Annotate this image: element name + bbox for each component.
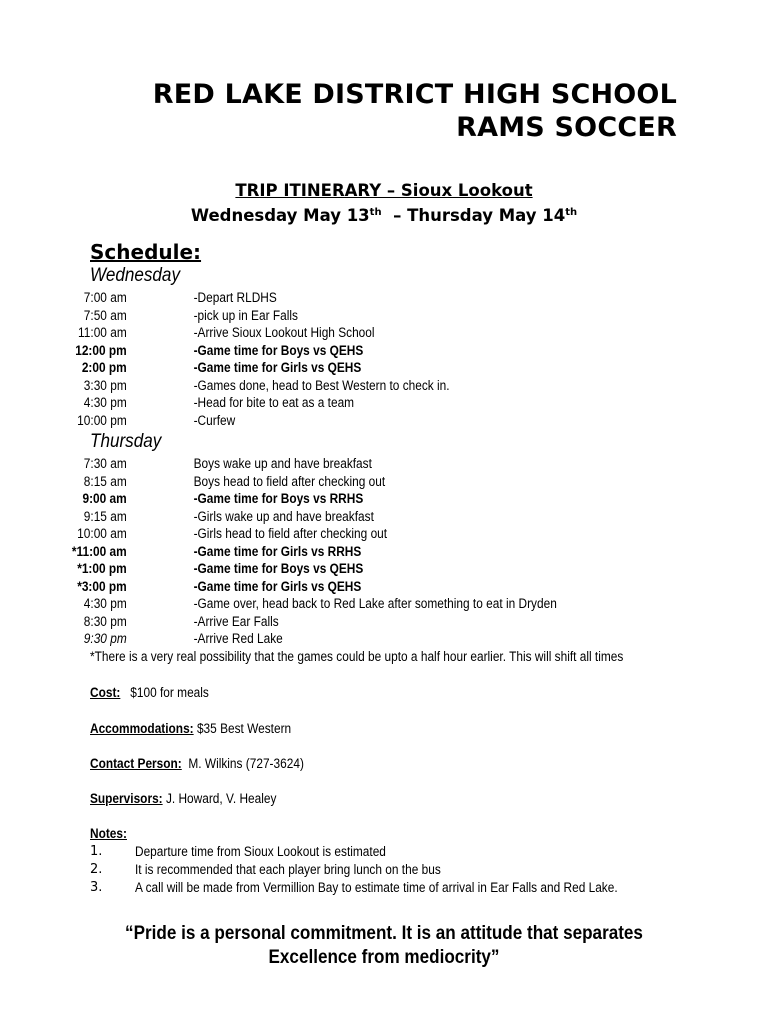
schedule-time: 2:00 pm [81,360,127,375]
accommodations-label: Accommodations: [90,721,194,736]
note-number: 2. [90,862,103,877]
schedule-time: 7:30 am [83,456,127,471]
wednesday-schedule [0,289,768,429]
schedule-row [0,473,676,491]
schedule-time: *1:00 pm [77,561,127,576]
trip-date-end-sup: th [565,207,578,218]
schedule-time: 9:30 pm [83,631,127,646]
schedule-time: 7:50 am [83,307,127,323]
accommodations-value: $35 Best Western [196,721,292,736]
schedule-activity: -Game time for Girls vs RRHS [193,543,362,559]
schedule-time: *3:00 pm [77,578,127,594]
schedule-row [0,455,676,473]
trip-dates [0,202,768,227]
trip-date-start-sup: th [369,207,382,218]
schedule-row [0,490,676,508]
schedule-row [0,613,676,631]
cost-label: Cost: [90,685,121,700]
supervisors-label: Supervisors: [90,791,163,806]
schedule-activity: Boys wake up and have breakfast [193,456,372,471]
schedule-time: 9:15 am [83,508,127,524]
schedule-activity: -Depart RLDHS [193,290,277,305]
schedule-time: 8:30 pm [83,613,127,629]
schedule-row [0,508,676,526]
schedule-activity: -Curfew [193,412,236,428]
schedule-activity: -Girls head to field after checking out [193,526,388,541]
schedule-row [0,412,676,430]
schedule-time: 4:30 pm [83,395,127,410]
schedule-time: 3:30 pm [83,377,127,393]
document-title [153,78,677,144]
schedule-row [0,578,676,596]
trip-date-start: Wednesday May 13 [190,206,370,225]
schedule-row [0,377,676,395]
team-name: RAMS SOCCER [456,112,677,143]
supervisors-value: J. Howard, V. Healey [165,791,277,806]
note-text: A call will be made from Vermillion Bay to estimate time of arrival in Ear Falls and Red Lake. [135,880,618,895]
quote-line-1: “Pride is a personal commitment. It is an attitude that separates [125,923,643,944]
schedule-activity: -Girls wake up and have breakfast [193,508,374,524]
cost-value: $100 for meals [130,685,209,700]
schedule-activity: -Game time for Boys vs QEHS [193,561,364,576]
quote-line-2: Excellence from mediocrity” [268,947,500,968]
notes-heading: Notes: [90,826,127,841]
supervisors-line [90,791,276,806]
contact-label: Contact Person: [90,756,182,771]
schedule-time: 8:15 am [83,473,127,489]
schedule-row [0,394,676,412]
schedule-activity: -Arrive Red Lake [193,631,283,646]
note-text: Departure time from Sioux Lookout is estimated [135,844,386,859]
schedule-activity: -Head for bite to eat as a team [193,395,355,410]
schedule-row [0,525,676,543]
schedule-activity: Boys head to field after checking out [193,473,386,489]
thursday-schedule [0,455,768,648]
schedule-time: 10:00 am [77,526,127,541]
schedule-row [0,307,676,325]
note-number: 3. [90,880,103,895]
schedule-time: 12:00 pm [75,342,127,358]
schedule-activity: -Arrive Sioux Lookout High School [193,325,375,340]
schedule-row [0,342,676,360]
day-heading-wednesday: Wednesday [90,265,180,286]
schedule-activity: -Arrive Ear Falls [193,613,279,629]
contact-line [90,756,304,771]
contact-value: M. Wilkins (727-3624) [188,756,304,771]
cost-line [90,685,209,700]
schedule-activity: -pick up in Ear Falls [193,307,298,323]
schedule-row [0,359,676,377]
schedule-activity: -Game time for Girls vs QEHS [193,360,362,375]
schedule-time: 11:00 am [78,325,127,340]
note-text: It is recommended that each player bring lunch on the bus [135,862,441,877]
schedule-row [0,560,676,578]
schedule-time: 4:30 pm [83,596,127,611]
schedule-activity: -Game time for Boys vs RRHS [193,491,364,506]
day-heading-thursday: Thursday [90,431,162,452]
schedule-row [0,595,676,613]
school-name: RED LAKE DISTRICT HIGH SCHOOL [152,79,677,110]
trip-date-end: – Thursday May 14 [393,206,566,225]
schedule-activity: -Game over, head back to Red Lake after something to eat in Dryden [193,596,557,611]
schedule-heading: Schedule: [90,240,202,264]
accommodations-line [90,721,291,736]
schedule-row [0,289,676,307]
trip-header [0,180,768,227]
schedule-row [0,543,676,561]
schedule-time: 9:00 am [82,491,127,506]
note-number: 1. [90,844,103,859]
schedule-activity: -Game time for Boys vs QEHS [193,342,364,358]
schedule-time: *11:00 am [71,543,127,559]
schedule-row [0,324,676,342]
schedule-footnote: *There is a very real possibility that the games could be upto a half hour earlier. This will shift all times [90,649,624,664]
trip-title: TRIP ITINERARY – Sioux Lookout [235,181,533,200]
schedule-activity: -Game time for Girls vs QEHS [193,578,362,594]
quote [38,922,729,970]
schedule-time: 10:00 pm [77,412,127,428]
schedule-row [0,630,676,648]
schedule-activity: -Games done, head to Best Western to check in. [193,377,450,393]
schedule-time: 7:00 am [83,290,127,305]
